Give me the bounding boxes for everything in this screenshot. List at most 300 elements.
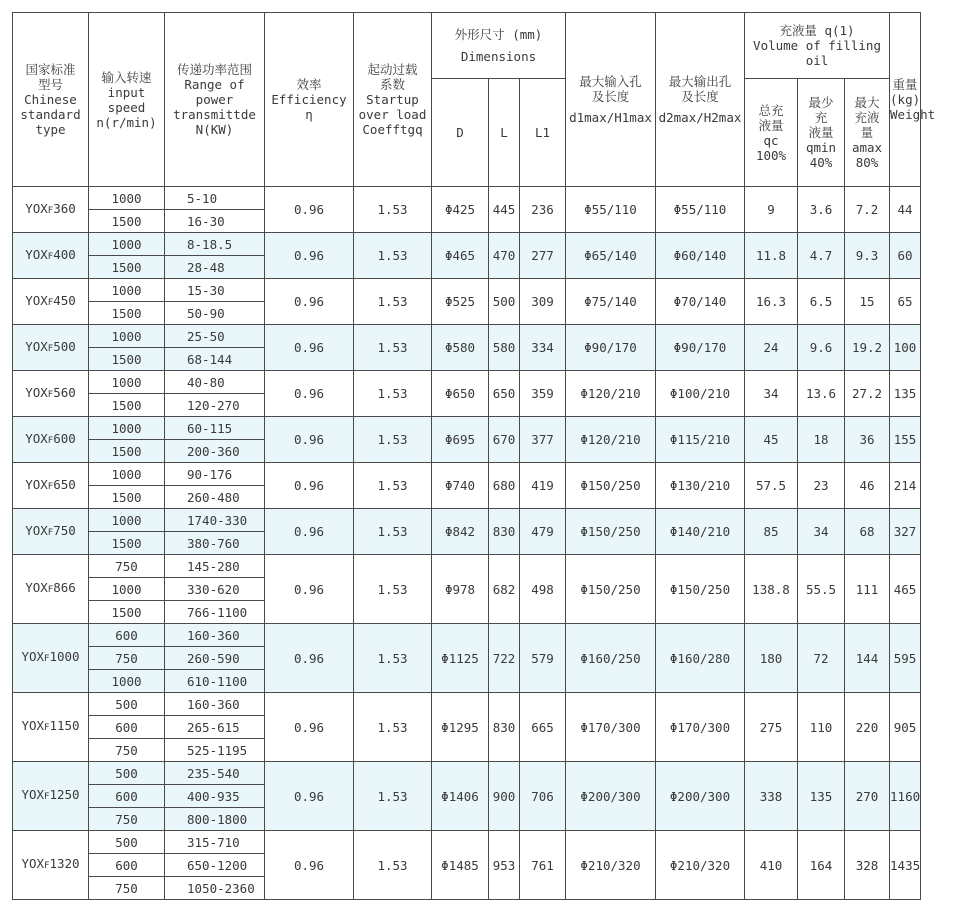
fill-min-cell: 4.7 (798, 233, 845, 279)
fill-total-cell: 57.5 (745, 463, 798, 509)
model-prefix: YOX (21, 787, 45, 802)
model-cell (13, 624, 89, 693)
output-bore-cell: Φ100/210 (656, 371, 745, 417)
fill-min-cell: 23 (798, 463, 845, 509)
efficiency-cell: 0.96 (265, 762, 354, 831)
speed-cell: 1000 (89, 371, 165, 394)
fill-total-cell: 16.3 (745, 279, 798, 325)
overload-cell: 1.53 (354, 371, 432, 417)
speed-cell: 750 (89, 555, 165, 578)
speed-cell: 1500 (89, 486, 165, 509)
header-line: 外形尺寸 (mm) (454, 26, 543, 42)
efficiency-cell: 0.96 (265, 693, 354, 762)
model-prefix: YOX (25, 580, 48, 595)
fill-total-cell: 338 (745, 762, 798, 831)
power-cell: 525-1195 (165, 739, 265, 762)
dim-d-cell: Φ740 (432, 463, 489, 509)
table-row (13, 279, 921, 302)
power-cell: 160-360 (165, 624, 265, 647)
speed-cell: 1000 (89, 325, 165, 348)
fill-max-cell: 9.3 (845, 233, 890, 279)
model-subscript: F (47, 389, 54, 400)
dim-d-cell: Φ1485 (432, 831, 489, 900)
fill-min-cell: 9.6 (798, 325, 845, 371)
table-row (13, 624, 921, 647)
dim-l1-cell: 706 (520, 762, 566, 831)
weight-cell: 327 (890, 509, 921, 555)
efficiency-cell: 0.96 (265, 555, 354, 624)
header-line: N(KW) (195, 122, 234, 137)
header-line: Weight (890, 107, 936, 122)
speed-cell: 1000 (89, 233, 165, 256)
model-number: 500 (53, 338, 76, 354)
model-prefix: YOX (21, 856, 45, 871)
input-bore-cell: Φ120/210 (566, 417, 656, 463)
model-cell (13, 233, 89, 279)
overload-cell: 1.53 (354, 831, 432, 900)
model-subscript: F (44, 861, 50, 871)
input-bore-cell: Φ55/110 (566, 187, 656, 233)
fill-total-cell: 180 (745, 624, 798, 693)
input-bore-cell: Φ200/300 (566, 762, 656, 831)
power-cell: 330-620 (165, 578, 265, 601)
dim-l1-cell: 479 (520, 509, 566, 555)
model-number: 650 (53, 476, 76, 492)
output-bore-cell: Φ60/140 (656, 233, 745, 279)
header-line: standard (20, 107, 81, 122)
dim-l1-cell: 579 (520, 624, 566, 693)
fill-total-cell: 45 (745, 417, 798, 463)
header-line: η (305, 107, 313, 122)
model-prefix: YOX (25, 384, 48, 400)
header-line: 型号 (37, 77, 63, 92)
fill-min-cell: 135 (798, 762, 845, 831)
dim-d-cell: Φ525 (432, 279, 489, 325)
model-number: 360 (53, 200, 76, 216)
speed-cell: 1000 (89, 279, 165, 302)
header-line: 输入转速 (101, 69, 152, 85)
header-line: 国家标准 (25, 62, 76, 77)
fill-total-cell: 275 (745, 693, 798, 762)
overload-cell: 1.53 (354, 762, 432, 831)
header-line: amax (851, 140, 883, 155)
header-line: 充 (814, 110, 828, 125)
header-filling (745, 13, 890, 79)
speed-cell: 1500 (89, 601, 165, 624)
power-cell: 315-710 (165, 831, 265, 854)
header-line: transmittde (173, 107, 256, 122)
model-subscript: F (44, 654, 50, 664)
dim-d-cell: Φ580 (432, 325, 489, 371)
model-subscript: F (47, 481, 54, 492)
power-cell: 800-1800 (165, 808, 265, 831)
efficiency-cell: 0.96 (265, 463, 354, 509)
model-number: 1150 (49, 718, 80, 733)
overload-cell: 1.53 (354, 509, 432, 555)
speed-cell: 1000 (89, 509, 165, 532)
model-prefix: YOX (25, 246, 48, 262)
model-cell (13, 509, 89, 555)
header-dimensions (432, 13, 566, 79)
input-bore-cell: Φ210/320 (566, 831, 656, 900)
fill-total-cell: 34 (745, 371, 798, 417)
model-number: 866 (53, 580, 76, 595)
overload-cell: 1.53 (354, 693, 432, 762)
speed-cell: 500 (89, 762, 165, 785)
dim-l-cell: 830 (489, 693, 520, 762)
model-prefix: YOX (25, 522, 48, 538)
model-prefix: YOX (25, 338, 48, 354)
speed-cell: 1000 (89, 463, 165, 486)
dim-d-cell: Φ650 (432, 371, 489, 417)
fill-max-cell: 220 (845, 693, 890, 762)
dim-l1-cell: 236 (520, 187, 566, 233)
input-bore-cell: Φ170/300 (566, 693, 656, 762)
power-cell: 90-176 (165, 463, 265, 486)
header-line: over load (358, 107, 427, 122)
output-bore-cell: Φ200/300 (656, 762, 745, 831)
header-line: 重量 (892, 77, 918, 92)
dim-l1-cell: 377 (520, 417, 566, 463)
dim-l1-cell: 277 (520, 233, 566, 279)
power-cell: 260-590 (165, 647, 265, 670)
model-subscript: F (47, 205, 54, 216)
speed-cell: 600 (89, 716, 165, 739)
dim-l1-cell: 498 (520, 555, 566, 624)
power-cell: 28-48 (165, 256, 265, 279)
speed-cell: 750 (89, 877, 165, 900)
power-cell: 145-280 (165, 555, 265, 578)
fill-min-cell: 72 (798, 624, 845, 693)
weight-cell: 1435 (890, 831, 921, 900)
dim-d-cell: Φ425 (432, 187, 489, 233)
header-dim-d: D (432, 79, 489, 187)
overload-cell: 1.53 (354, 325, 432, 371)
dim-l1-cell: 665 (520, 693, 566, 762)
fill-min-cell: 6.5 (798, 279, 845, 325)
model-prefix: YOX (25, 430, 48, 446)
dim-l-cell: 682 (489, 555, 520, 624)
speed-cell: 600 (89, 854, 165, 877)
weight-cell: 155 (890, 417, 921, 463)
power-cell: 1740-330 (165, 509, 265, 532)
header-output-bore (656, 13, 745, 187)
fill-max-cell: 111 (845, 555, 890, 624)
input-bore-cell: Φ120/210 (566, 371, 656, 417)
fill-min-cell: 13.6 (798, 371, 845, 417)
model-subscript: F (47, 527, 54, 538)
weight-cell: 60 (890, 233, 921, 279)
model-subscript: F (47, 343, 54, 354)
dim-l-cell: 900 (489, 762, 520, 831)
header-line: 效率 (296, 77, 322, 92)
fill-max-cell: 144 (845, 624, 890, 693)
weight-cell: 905 (890, 693, 921, 762)
power-cell: 265-615 (165, 716, 265, 739)
model-cell (13, 762, 89, 831)
output-bore-cell: Φ210/320 (656, 831, 745, 900)
header-input-bore (566, 13, 656, 187)
fill-max-cell: 7.2 (845, 187, 890, 233)
speed-cell: 500 (89, 693, 165, 716)
header-line: 最少 (808, 95, 834, 110)
fill-max-cell: 15 (845, 279, 890, 325)
dim-d-cell: Φ465 (432, 233, 489, 279)
power-cell: 200-360 (165, 440, 265, 463)
model-number: 1320 (49, 856, 80, 871)
table-row (13, 233, 921, 256)
input-bore-cell: Φ65/140 (566, 233, 656, 279)
input-bore-cell: Φ75/140 (566, 279, 656, 325)
fill-total-cell: 24 (745, 325, 798, 371)
model-number: 1250 (49, 787, 80, 802)
fill-max-cell: 68 (845, 509, 890, 555)
dim-l1-cell: 334 (520, 325, 566, 371)
dim-d-cell: Φ1125 (432, 624, 489, 693)
fill-min-cell: 34 (798, 509, 845, 555)
speed-cell: 1500 (89, 394, 165, 417)
output-bore-cell: Φ55/110 (656, 187, 745, 233)
dim-l-cell: 650 (489, 371, 520, 417)
speed-cell: 1500 (89, 440, 165, 463)
header-overload (354, 13, 432, 187)
efficiency-cell: 0.96 (265, 509, 354, 555)
header-line: oil (805, 53, 829, 68)
fill-total-cell: 138.8 (745, 555, 798, 624)
dim-d-cell: Φ695 (432, 417, 489, 463)
power-cell: 60-115 (165, 417, 265, 440)
model-cell (13, 279, 89, 325)
table-row (13, 187, 921, 210)
weight-cell: 595 (890, 624, 921, 693)
speed-cell: 600 (89, 624, 165, 647)
overload-cell: 1.53 (354, 417, 432, 463)
header-line: 及长度 (681, 89, 719, 104)
header-line: 最大输出孔 (668, 74, 732, 89)
header-line: 总充 (758, 102, 784, 118)
table-row (13, 555, 921, 578)
power-cell: 235-540 (165, 762, 265, 785)
dim-l1-cell: 419 (520, 463, 566, 509)
efficiency-cell: 0.96 (265, 233, 354, 279)
dim-l-cell: 470 (489, 233, 520, 279)
header-weight (890, 13, 936, 187)
header-line: type (35, 122, 66, 137)
output-bore-cell: Φ90/170 (656, 325, 745, 371)
fill-max-cell: 270 (845, 762, 890, 831)
fill-total-cell: 11.8 (745, 233, 798, 279)
overload-cell: 1.53 (354, 279, 432, 325)
header-line: Coefftgq (362, 122, 423, 137)
output-bore-cell: Φ160/280 (656, 624, 745, 693)
model-cell (13, 325, 89, 371)
header-line: 最大输入孔 (579, 74, 642, 89)
fill-max-cell: 328 (845, 831, 890, 900)
output-bore-cell: Φ170/300 (656, 693, 745, 762)
header-speed (89, 13, 165, 187)
power-cell: 650-1200 (165, 854, 265, 877)
dim-l-cell: 680 (489, 463, 520, 509)
header-line: speed (107, 99, 146, 115)
fill-min-cell: 18 (798, 417, 845, 463)
header-line: 40% (809, 155, 833, 170)
model-prefix: YOX (25, 476, 48, 492)
power-cell: 16-30 (165, 210, 265, 233)
header-dim-l: L (489, 79, 520, 187)
header-efficiency (265, 13, 354, 187)
model-cell (13, 463, 89, 509)
spec-body (13, 187, 921, 900)
overload-cell: 1.53 (354, 463, 432, 509)
header-dim-l1: L1 (520, 79, 566, 187)
header-line: 起动过载 (367, 62, 418, 77)
fill-max-cell: 27.2 (845, 371, 890, 417)
dim-l-cell: 500 (489, 279, 520, 325)
header-model (13, 13, 89, 187)
overload-cell: 1.53 (354, 233, 432, 279)
power-cell: 160-360 (165, 693, 265, 716)
speed-cell: 750 (89, 808, 165, 831)
efficiency-cell: 0.96 (265, 371, 354, 417)
power-cell: 120-270 (165, 394, 265, 417)
model-number: 450 (53, 292, 76, 308)
spec-table (12, 12, 936, 900)
table-row (13, 417, 921, 440)
efficiency-cell: 0.96 (265, 624, 354, 693)
header-line: 最大 (854, 95, 880, 110)
dim-l-cell: 830 (489, 509, 520, 555)
power-cell: 68-144 (165, 348, 265, 371)
input-bore-cell: Φ150/250 (566, 509, 656, 555)
model-number: 1000 (49, 649, 80, 664)
header-line: qc (763, 132, 779, 148)
input-bore-cell: Φ90/170 (566, 325, 656, 371)
efficiency-cell: 0.96 (265, 831, 354, 900)
fill-min-cell: 3.6 (798, 187, 845, 233)
model-cell (13, 693, 89, 762)
model-number: 600 (53, 430, 76, 446)
model-number: 400 (53, 246, 76, 262)
fill-min-cell: 55.5 (798, 555, 845, 624)
header-line: Volume of filling (753, 38, 881, 53)
header-line: n(r/min) (96, 114, 157, 130)
fill-max-cell: 46 (845, 463, 890, 509)
output-bore-cell: Φ140/210 (656, 509, 745, 555)
speed-cell: 1000 (89, 417, 165, 440)
weight-cell: 44 (890, 187, 921, 233)
input-bore-cell: Φ160/250 (566, 624, 656, 693)
model-prefix: YOX (21, 649, 45, 664)
model-cell (13, 371, 89, 417)
efficiency-cell: 0.96 (265, 187, 354, 233)
table-row (13, 463, 921, 486)
table-row (13, 371, 921, 394)
model-number: 560 (53, 384, 76, 400)
table-row (13, 762, 921, 785)
weight-cell: 214 (890, 463, 921, 509)
speed-cell: 1000 (89, 578, 165, 601)
weight-cell: 135 (890, 371, 921, 417)
weight-cell: 1160 (890, 762, 921, 831)
efficiency-cell: 0.96 (265, 325, 354, 371)
model-subscript: F (47, 251, 54, 262)
header-line: Dimensions (460, 48, 537, 64)
efficiency-cell: 0.96 (265, 417, 354, 463)
table-row (13, 831, 921, 854)
header-line: 液量 (758, 117, 784, 133)
model-number: 750 (53, 522, 76, 538)
speed-cell: 1000 (89, 670, 165, 693)
speed-cell: 1500 (89, 302, 165, 325)
fill-max-cell: 19.2 (845, 325, 890, 371)
power-cell: 260-480 (165, 486, 265, 509)
header-line: input (107, 84, 146, 100)
model-prefix: YOX (25, 200, 48, 216)
header-line: Chinese (24, 92, 77, 107)
power-cell: 40-80 (165, 371, 265, 394)
dim-l-cell: 722 (489, 624, 520, 693)
output-bore-cell: Φ115/210 (656, 417, 745, 463)
header-line: Startup (366, 92, 419, 107)
header-line: qmin (805, 140, 837, 155)
speed-cell: 500 (89, 831, 165, 854)
header-line: 系数 (379, 77, 405, 92)
header-line: Range of (184, 77, 245, 92)
power-cell: 380-760 (165, 532, 265, 555)
header-line: 量 (860, 125, 874, 140)
header-fill-min (798, 79, 845, 187)
speed-cell: 1500 (89, 210, 165, 233)
output-bore-cell: Φ70/140 (656, 279, 745, 325)
speed-cell: 1500 (89, 532, 165, 555)
speed-cell: 600 (89, 785, 165, 808)
output-bore-cell: Φ130/210 (656, 463, 745, 509)
weight-cell: 65 (890, 279, 921, 325)
model-subscript: F (44, 723, 50, 733)
header-line: 充液量 q(1) (779, 23, 855, 38)
speed-cell: 1000 (89, 187, 165, 210)
speed-cell: 750 (89, 739, 165, 762)
power-cell: 15-30 (165, 279, 265, 302)
header-fill-total (745, 79, 798, 187)
overload-cell: 1.53 (354, 555, 432, 624)
model-subscript: F (44, 792, 50, 802)
dim-d-cell: Φ1406 (432, 762, 489, 831)
dim-l-cell: 670 (489, 417, 520, 463)
header-line: d1max/H1max (569, 110, 652, 125)
table-row (13, 509, 921, 532)
model-subscript: F (47, 585, 54, 595)
weight-cell: 465 (890, 555, 921, 624)
dim-l-cell: 445 (489, 187, 520, 233)
efficiency-cell: 0.96 (265, 279, 354, 325)
fill-min-cell: 110 (798, 693, 845, 762)
dim-l1-cell: 309 (520, 279, 566, 325)
header-line: 传递功率范围 (176, 62, 252, 77)
weight-cell: 100 (890, 325, 921, 371)
speed-cell: 750 (89, 647, 165, 670)
speed-cell: 1500 (89, 348, 165, 371)
input-bore-cell: Φ150/250 (566, 555, 656, 624)
dim-l-cell: 953 (489, 831, 520, 900)
speed-cell: 1500 (89, 256, 165, 279)
model-cell (13, 831, 89, 900)
header-fill-max (845, 79, 890, 187)
dim-l1-cell: 359 (520, 371, 566, 417)
dim-l-cell: 580 (489, 325, 520, 371)
header-line: (kg) (890, 92, 921, 107)
power-cell: 400-935 (165, 785, 265, 808)
